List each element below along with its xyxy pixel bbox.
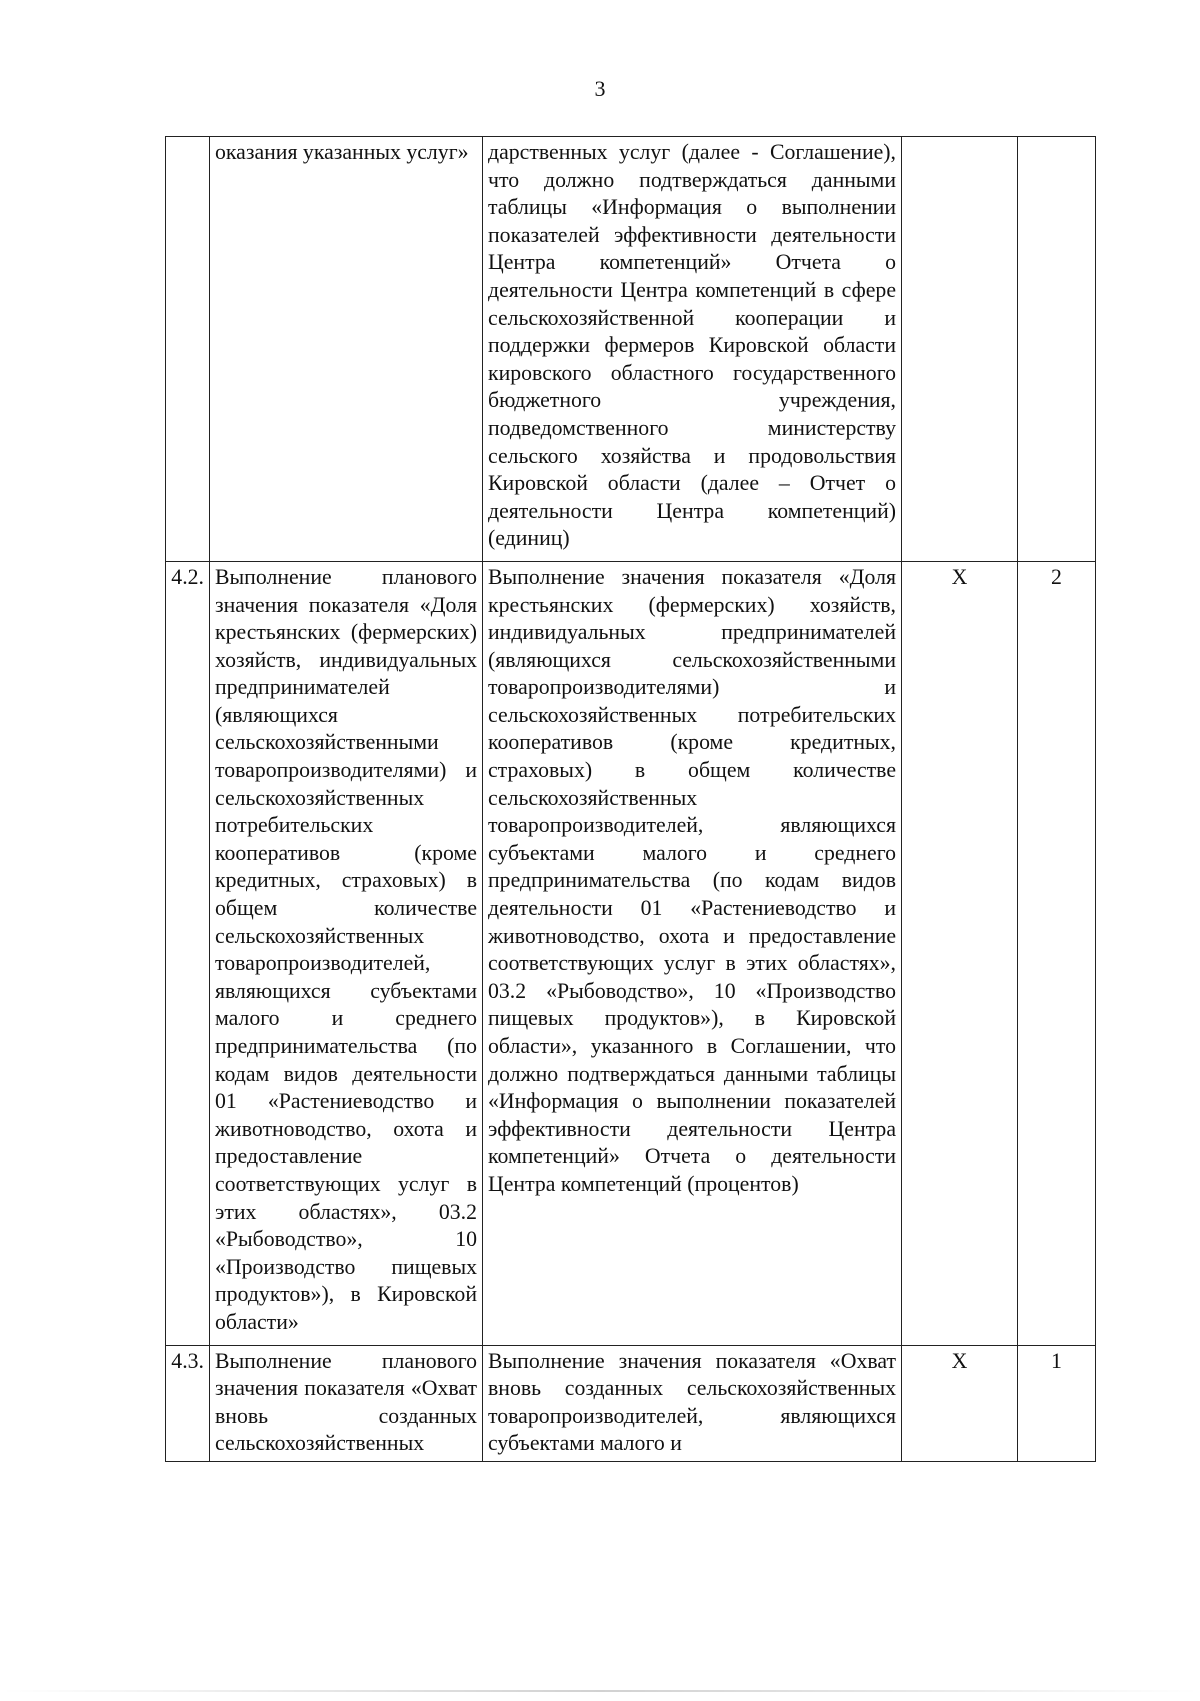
criterion-name: Выполнение планового значения показателя «Охват вновь созданных сельскохозяйственных <box>210 1345 483 1461</box>
criterion-description: Выполнение значения показателя «Доля крестьянских (фермерских) хозяйств, индивидуальных предпринимателей (являющихся сельскохозяйственными товаропроизводителями) и сельскохозяйственных потребительских кооперативов (кроме кредитных, страховых) в общем количестве сельскохозяйственных товаропроизводителей, являющихся субъектами малого и среднего предпринимательства (по кодам видов деятельности 01 «Растениеводство и животноводство, охота и предоставление соответствующих услуг в этих областях», 03.2 «Рыбоводство», 10 «Производство пищевых продуктов»), в Кировской области», указанного в Соглашении, что должно подтверждаться данными таблицы «Информация о выполнении показателей эффективности деятельности Центра компетенций» Отчета о деятельности Центра компетенций (процентов) <box>483 561 902 1345</box>
criterion-x <box>902 137 1018 562</box>
row-number: 4.2. <box>166 561 210 1345</box>
row-number: 4.3. <box>166 1345 210 1461</box>
criterion-points: 2 <box>1018 561 1096 1345</box>
criterion-points: 1 <box>1018 1345 1096 1461</box>
table-row <box>166 137 1096 562</box>
criterion-name: Выполнение планового значения показателя «Доля крестьянских (фермерских) хозяйств, индивидуальных предпринимателей (являющихся сельскохозяйственными товаропроизводителями) и сельскохозяйственных потребительских кооперативов (кроме кредитных, страховых) в общем количестве сельскохозяйственных товаропроизводителей, являющихся субъектами малого и среднего предпринимательства (по кодам видов деятельности 01 «Растениеводство и животноводство, охота и предоставление соответствующих услуг в этих областях», 03.2 «Рыбоводство», 10 «Производство пищевых продуктов»), в Кировской области» <box>210 561 483 1345</box>
criterion-name: оказания указанных услуг» <box>210 137 483 562</box>
table-row <box>166 561 1096 1345</box>
criteria-table <box>165 136 1096 1462</box>
table-row <box>166 1345 1096 1461</box>
page-number: 3 <box>594 76 606 101</box>
row-number <box>166 137 210 562</box>
criterion-x: Х <box>902 561 1018 1345</box>
criterion-x: Х <box>902 1345 1018 1461</box>
criterion-description: Выполнение значения показателя «Охват вновь созданных сельскохозяйственных товаропроизводителей, являющихся субъектами малого и <box>483 1345 902 1461</box>
criterion-description: дарственных услуг (далее - Соглашение), что должно подтверждаться данными таблицы «Информация о выполнении показателей эффективности деятельности Центра компетенций» Отчета о деятельности Центра компетенций в сфере сельскохозяйственной кооперации и поддержки фермеров Кировской области кировского областного государственного бюджетного учреждения, подведомственного министерству сельского хозяйства и продовольствия Кировской области (далее – Отчет о деятельности Центра компетенций) (единиц) <box>483 137 902 562</box>
criterion-points <box>1018 137 1096 562</box>
scan-edge-shadow <box>0 1690 1200 1692</box>
